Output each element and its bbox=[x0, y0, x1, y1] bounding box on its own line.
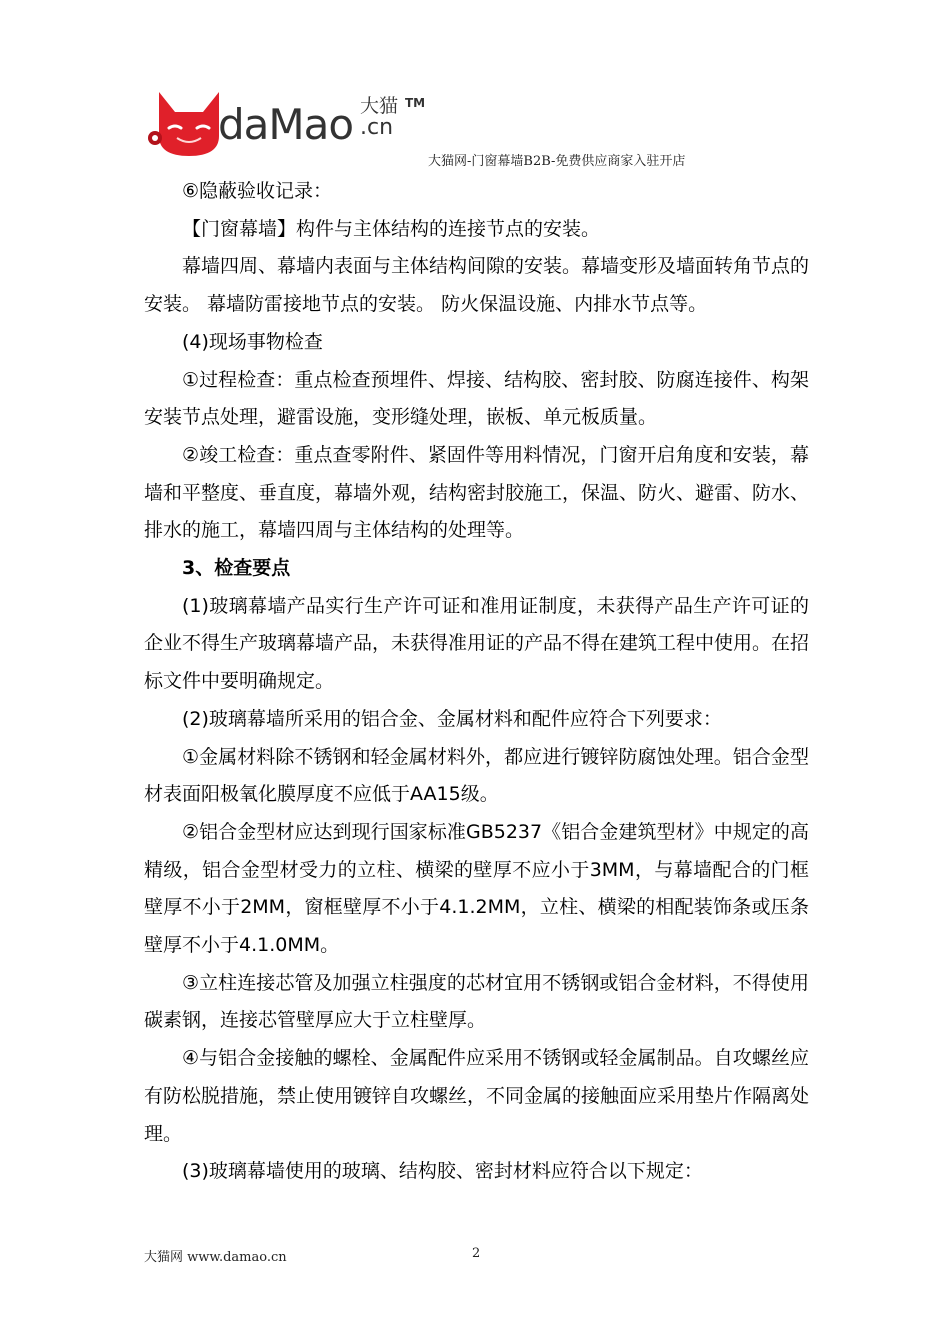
paragraph: (2)玻璃幕墙所采用的铝合金、金属材料和配件应符合下列要求： bbox=[182, 707, 722, 730]
document-body bbox=[144, 173, 809, 1191]
paragraph: ②竣工检查：重点查零附件、紧固件等用料情况，门窗开启角度和安装，幕墙和平整度、垂直度，幕墙外观，结构密封胶施工，保温、防火、避雷、防水、排水的施工，幕墙四周与主体结构的处理等。 bbox=[144, 443, 810, 542]
paragraph: 【门窗幕墙】构件与主体结构的连接节点的安装。 bbox=[182, 217, 601, 240]
paragraph: ③立柱连接芯管及加强立柱强度的芯材宜用不锈钢或铝合金材料，不得使用碳素钢，连接芯管壁厚应大于立柱壁厚。 bbox=[144, 971, 809, 1032]
paragraph: ①金属材料除不锈钢和轻金属材料外，都应进行镀锌防腐蚀处理。铝合金型材表面阳极氧化膜厚度不应低于AA15级。 bbox=[144, 745, 809, 806]
paragraph: ⑥隐蔽验收记录： bbox=[182, 180, 333, 202]
section-heading: 3、检查要点 bbox=[182, 557, 291, 580]
trademark-mark: TM bbox=[405, 96, 426, 110]
paragraph: ②铝合金型材应达到现行国家标准GB5237《铝合金建筑型材》中规定的高精级，铝合金型材受力的立柱、横梁的壁厚不应小于3MM，与幕墙配合的门框壁厚不小于2MM，窗框壁厚不小于4.1.2MM，立柱、横梁的相配装饰条或压条壁厚不小于4.1.0MM。 bbox=[144, 820, 809, 957]
logo-wordmark: daMao bbox=[218, 100, 354, 149]
logo-cn-name: 大猫 bbox=[360, 95, 399, 117]
paragraph: (1)玻璃幕墙产品实行生产许可证和准用证制度，未获得产品生产许可证的企业不得生产玻璃幕墙产品，未获得准用证的产品不得在建筑工程中使用。在招标文件中要明确规定。 bbox=[144, 594, 810, 693]
logo-domain: .cn bbox=[360, 115, 394, 140]
paragraph: (4)现场事物检查 bbox=[182, 330, 323, 353]
paragraph: 幕墙四周、幕墙内表面与主体结构间隙的安装。幕墙变形及墙面转角节点的安装。 幕墙防雷接地节点的安装。 防火保温设施、内排水节点等。 bbox=[144, 255, 810, 316]
page-number: 2 bbox=[472, 1246, 481, 1261]
header-note: 大猫网-门窗幕墙B2B-免费供应商家入驻开店 bbox=[428, 154, 686, 169]
footer-site: 大猫网 www.damao.cn bbox=[144, 1250, 287, 1265]
paragraph: (3)玻璃幕墙使用的玻璃、结构胶、密封材料应符合以下规定： bbox=[182, 1160, 703, 1183]
paragraph: ④与铝合金接触的螺栓、金属配件应采用不锈钢或轻金属制品。自攻螺丝应有防松脱措施，禁止使用镀锌自攻螺丝，不同金属的接触面应采用垫片作隔离处理。 bbox=[144, 1047, 810, 1145]
cat-logo-icon bbox=[148, 92, 219, 156]
paragraph: ①过程检查：重点检查预埋件、焊接、结构胶、密封胶、防腐连接件、构架安装节点处理，避雷设施，变形缝处理，嵌板、单元板质量。 bbox=[144, 368, 809, 429]
